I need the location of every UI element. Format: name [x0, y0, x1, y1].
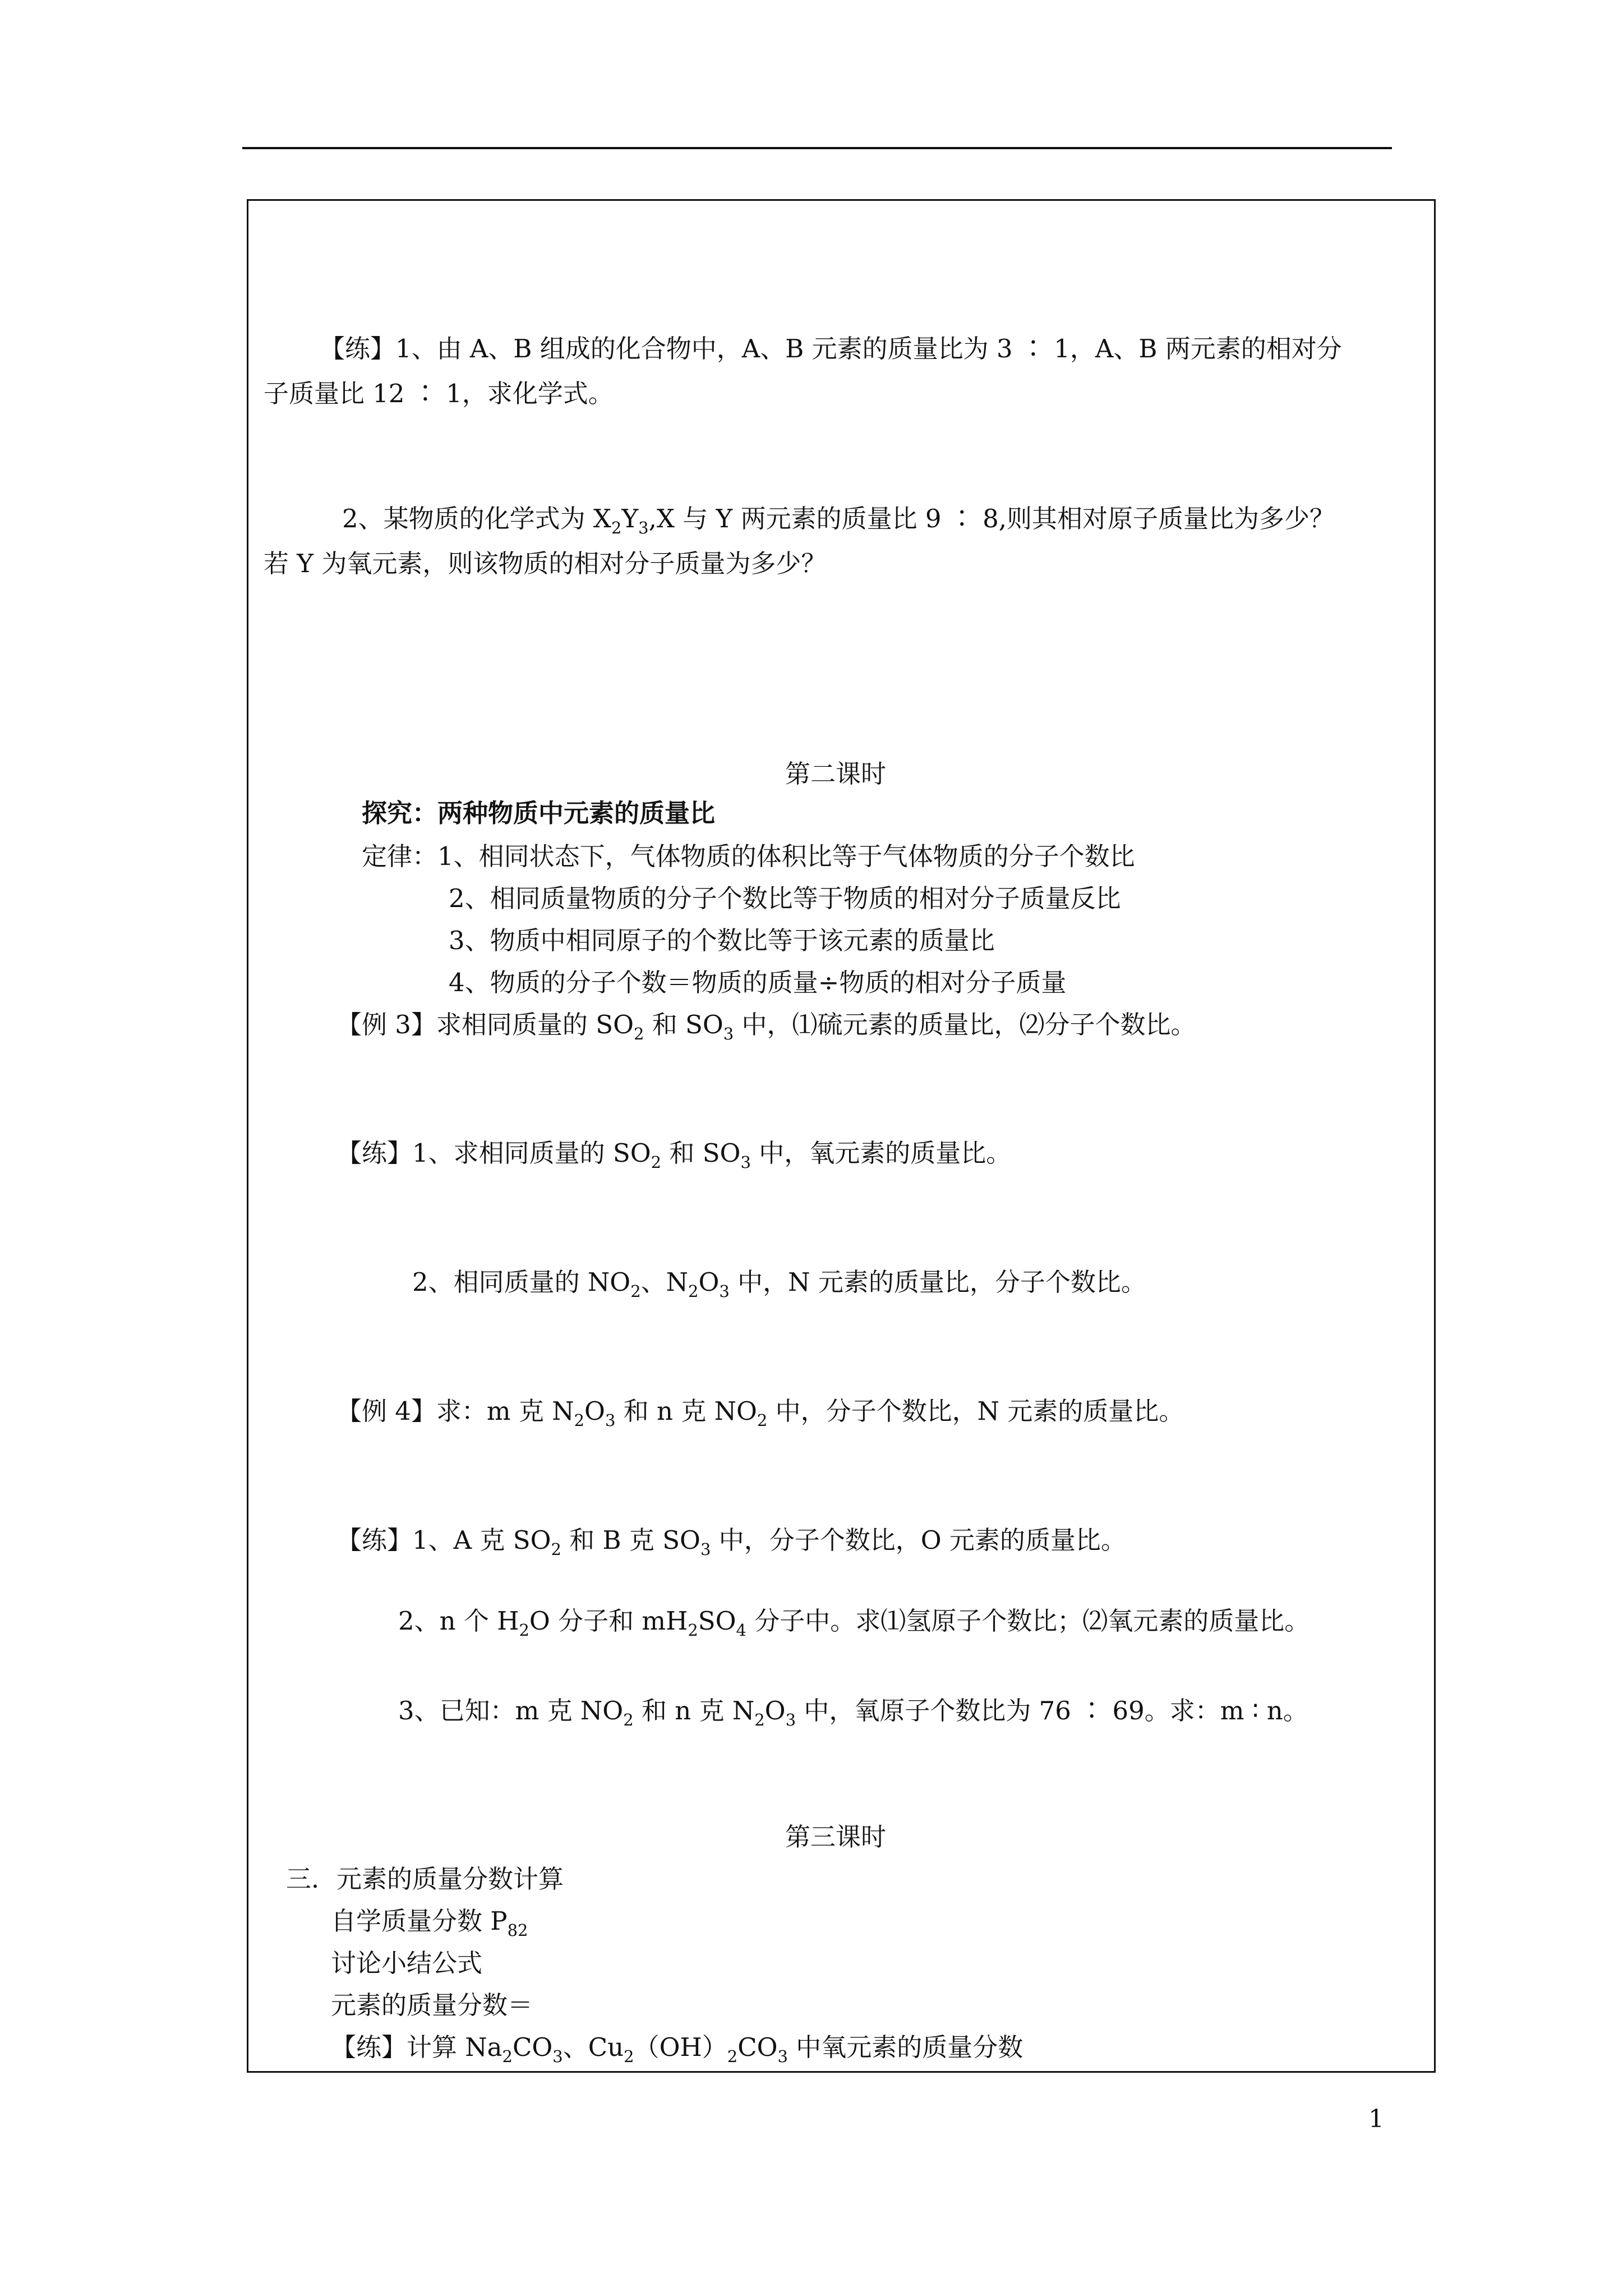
- practice-mass-fraction: 【练】计算 $Na_2CO_3$、$Cu_2(OH)_2CO_3$ 中氧元素的质量分数: [331, 2032, 1023, 2066]
- practice-2-line-2: 若 Y 为氧元素，则该物质的相对分子质量为多少？: [264, 549, 827, 578]
- lesson-2-heading: 第二课时: [785, 759, 886, 789]
- content-frame: [247, 199, 1436, 2073]
- rule-4: 4、物质的分子个数＝物质的质量÷物质的相对分子质量: [449, 968, 1067, 997]
- practice-so2-so3-oxygen: 【练】1、求相同质量的 $SO_2$ 和 $SO_3$ 中，氧元素的质量比。: [336, 1138, 1012, 1172]
- practice-a-b-so2-so3: 【练】1、A 克 $SO_2$ 和 B 克 $SO_3$ 中，分子个数比，O 元素的质量比。: [336, 1525, 1126, 1559]
- self-study-line: 自学质量分数 $P_{82}$: [331, 1906, 528, 1940]
- lesson-3-heading: 第三课时: [785, 1822, 886, 1852]
- practice-no2-n2o3: 2、相同质量的 $NO_2$、$N_2O_3$ 中，N 元素的质量比，分子个数比。: [412, 1267, 1146, 1301]
- formula-line: 元素的质量分数＝: [331, 1990, 533, 2020]
- practice-h2o-h2so4: 2、n 个 $H_2O$ 分子和 $mH_2SO_4$ 分子中。求⑴氢原子个数比；⑵氧元素的质量比。: [398, 1606, 1310, 1640]
- section-3-title: 三．元素的质量分数计算: [286, 1864, 564, 1894]
- discussion-line: 讨论小结公式: [331, 1948, 483, 1978]
- example-3: 【例 3】求相同质量的 $SO_2$ 和 $SO_3$ 中，⑴硫元素的质量比，⑵分子个数比。: [336, 1010, 1196, 1043]
- practice-oxygen-atom-ratio: 3、已知：m 克 $NO_2$ 和 n 克 $N_2O_3$ 中，氧原子个数比为 76 ∶ 69。求：m ∶ n。: [398, 1696, 1308, 1729]
- rule-1: 定律：1、相同状态下，气体物质的体积比等于气体物质的分子个数比: [362, 841, 1135, 871]
- example-4: 【例 4】求：m 克 $N_2O_3$ 和 n 克 $NO_2$ 中，分子个数比，N 元素的质量比。: [336, 1396, 1184, 1430]
- practice-1-line-1: 【练】1、由 A、B 组成的化合物中，A、B 元素的质量比为 3 ∶ 1，A、B 两元素的相对分: [320, 334, 1342, 364]
- explore-title: 探究：两种物质中元素的质量比: [362, 798, 716, 828]
- rule-2: 2、相同质量物质的分子个数比等于物质的相对分子质量反比: [449, 884, 1121, 913]
- rule-3: 3、物质中相同原子的个数比等于该元素的质量比: [449, 926, 995, 955]
- practice-1-line-2: 子质量比 12 ∶ 1，求化学式。: [264, 379, 614, 408]
- page-number: 1: [1368, 2105, 1384, 2133]
- header-rule: [242, 147, 1392, 149]
- practice-2-line-1: 2、某物质的化学式为 $X_2Y_3,X$ 与 Y 两元素的质量比 9 ∶ 8,则其相对原子质量比为多少？: [342, 504, 1335, 537]
